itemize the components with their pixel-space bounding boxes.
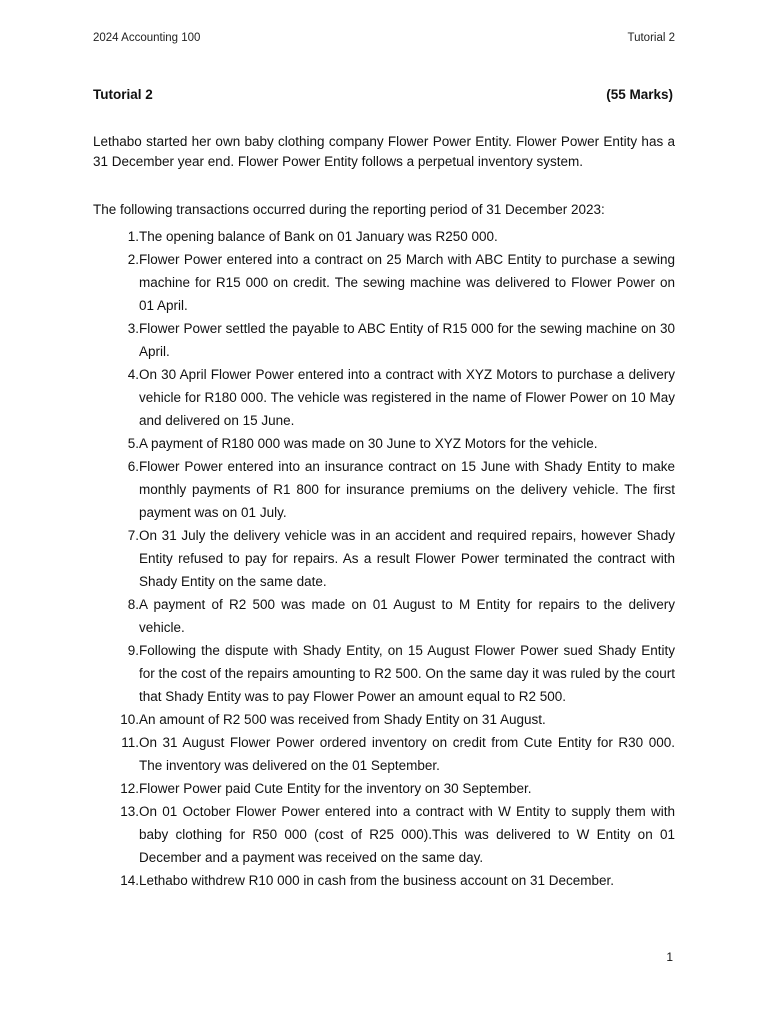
list-item-number: 2. (127, 252, 139, 267)
list-item-number: 5. (127, 436, 139, 451)
list-item-number: 1. (127, 229, 139, 244)
transactions-list (93, 225, 675, 892)
list-item-number: 11. (121, 735, 139, 750)
list-item (93, 731, 675, 777)
list-item-text: Flower Power entered into an insurance contract on 15 June with Shady Entity to make monthly payments of R1 800 for insurance premiums on the delivery vehicle. The first payment was on 01 July. (139, 459, 675, 520)
list-item (93, 593, 675, 639)
list-item-number: 10. (120, 712, 139, 727)
list-item-number: 6. (127, 459, 139, 474)
list-item-number: 4. (127, 367, 139, 382)
list-item-number: 14. (120, 873, 139, 888)
list-item-number: 13. (120, 804, 139, 819)
list-item (93, 639, 675, 708)
intro-paragraph: Lethabo started her own baby clothing company Flower Power Entity. Flower Power Entity has a 31 December year end. Flower Power Entity follows a perpetual inventory system. (93, 134, 675, 169)
list-item-text: On 31 July the delivery vehicle was in an accident and required repairs, however Shady Entity refused to pay for repairs. As a result Flower Power terminated the contract with Shady Entity on the same date. (139, 528, 675, 589)
page-title: Tutorial 2 (93, 87, 153, 102)
list-item (93, 800, 675, 869)
list-item (93, 248, 675, 317)
list-item (93, 225, 675, 248)
list-item-number: 12. (120, 781, 139, 796)
list-item-text: On 31 August Flower Power ordered inventory on credit from Cute Entity for R30 000. The inventory was delivered on the 01 September. (139, 735, 675, 773)
transactions-lead: The following transactions occurred during the reporting period of 31 December 2023: (93, 202, 605, 217)
list-item-number: 8. (127, 597, 139, 612)
list-item (93, 708, 675, 731)
list-item-text: On 01 October Flower Power entered into a contract with W Entity to supply them with baby clothing for R50 000 (cost of R25 000).This was delivered to W Entity on 01 December and a payment was received on the same day. (139, 804, 675, 865)
running-header (93, 32, 675, 44)
list-item (93, 777, 675, 800)
list-item (93, 869, 675, 892)
list-item (93, 432, 675, 455)
header-course: 2024 Accounting 100 (93, 32, 201, 44)
list-item (93, 317, 675, 363)
header-tutorial: Tutorial 2 (627, 32, 675, 44)
list-item-text: The opening balance of Bank on 01 January was R250 000. (139, 229, 498, 244)
list-item-text: Lethabo withdrew R10 000 in cash from the business account on 31 December. (139, 873, 615, 888)
list-item-text: Following the dispute with Shady Entity, on 15 August Flower Power sued Shady Entity for the cost of the repairs amounting to R2 500. On the same day it was ruled by the court that Shady Entity was to pay Flower Power an amount equal to R2 500. (139, 643, 675, 704)
list-item-number: 7. (127, 528, 139, 543)
list-item (93, 455, 675, 524)
list-item (93, 524, 675, 593)
list-item-text: A payment of R180 000 was made on 30 June to XYZ Motors for the vehicle. (139, 436, 598, 451)
list-item-number: 9. (127, 643, 139, 658)
list-item (93, 363, 675, 432)
list-item-text: A payment of R2 500 was made on 01 August to M Entity for repairs to the delivery vehicle. (139, 597, 675, 635)
list-item-text: Flower Power settled the payable to ABC Entity of R15 000 for the sewing machine on 30 April. (139, 321, 675, 359)
page-number: 1 (666, 950, 673, 964)
title-row (93, 87, 673, 102)
list-item-text: Flower Power entered into a contract on 25 March with ABC Entity to purchase a sewing machine for R15 000 on credit. The sewing machine was delivered to Flower Power on 01 April. (139, 252, 675, 313)
total-marks: (55 Marks) (606, 87, 673, 102)
list-item-text: On 30 April Flower Power entered into a contract with XYZ Motors to purchase a delivery vehicle for R180 000. The vehicle was registered in the name of Flower Power on 10 May and delivered on 15 June. (139, 367, 675, 428)
list-item-text: An amount of R2 500 was received from Shady Entity on 31 August. (139, 712, 546, 727)
list-item-text: Flower Power paid Cute Entity for the inventory on 30 September. (139, 781, 532, 796)
list-item-number: 3. (127, 321, 139, 336)
